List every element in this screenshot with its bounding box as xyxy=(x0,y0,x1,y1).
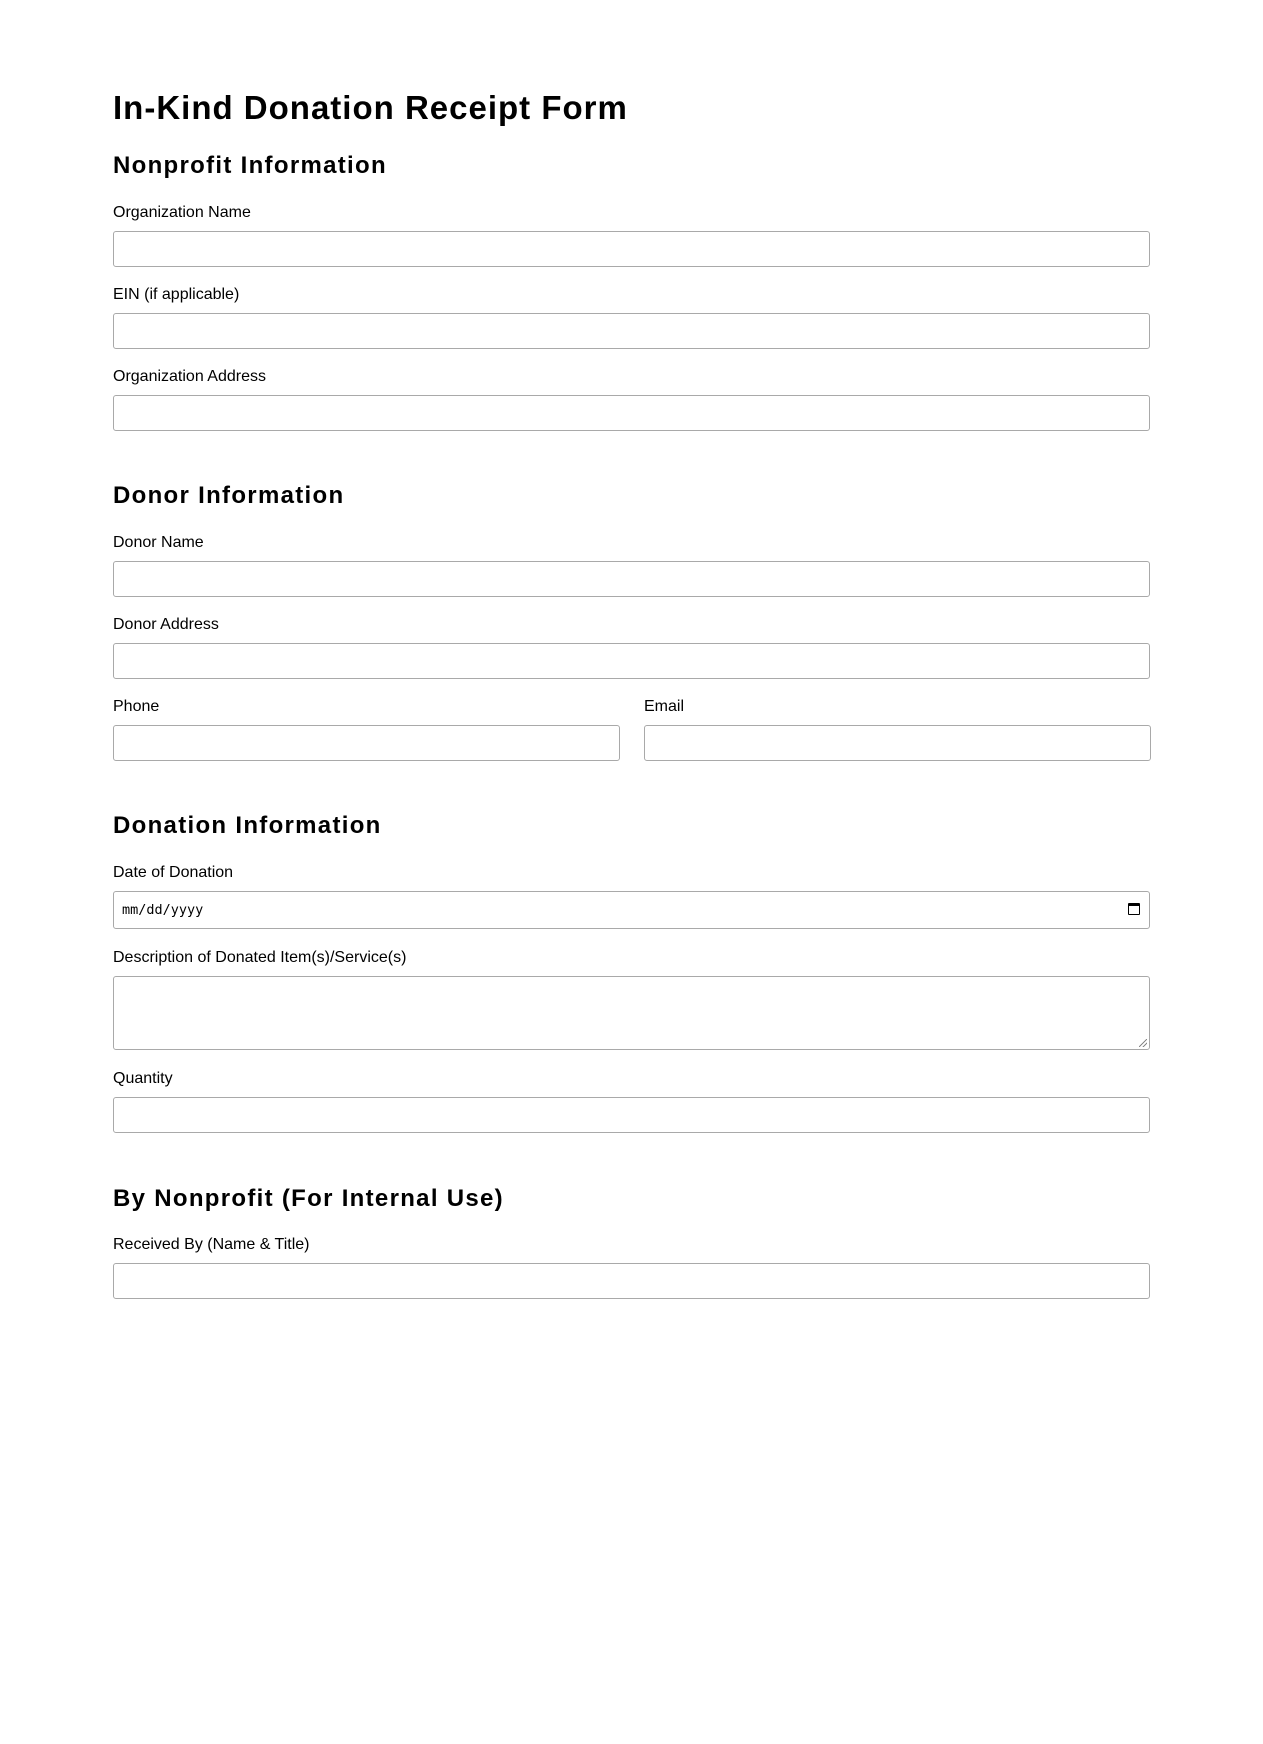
date-placeholder: mm/dd/yyyy xyxy=(122,902,204,918)
org-address-input[interactable] xyxy=(113,395,1150,431)
phone-input[interactable] xyxy=(113,725,620,761)
ein-label: EIN (if applicable) xyxy=(113,286,240,303)
section-heading-nonprofit: Nonprofit Information xyxy=(113,152,387,179)
email-label: Email xyxy=(644,698,685,715)
ein-input[interactable] xyxy=(113,313,1150,349)
date-input[interactable] xyxy=(113,891,1150,929)
resize-handle-icon[interactable] xyxy=(1139,1039,1147,1047)
page-title: In-Kind Donation Receipt Form xyxy=(113,89,628,126)
donor-name-label: Donor Name xyxy=(113,534,204,551)
received-by-input[interactable] xyxy=(113,1263,1150,1299)
quantity-input[interactable] xyxy=(113,1097,1150,1133)
calendar-icon[interactable] xyxy=(1128,903,1140,915)
received-by-label: Received By (Name & Title) xyxy=(113,1236,310,1253)
description-textarea[interactable] xyxy=(113,976,1150,1050)
donor-name-input[interactable] xyxy=(113,561,1150,597)
quantity-label: Quantity xyxy=(113,1070,173,1087)
email-input[interactable] xyxy=(644,725,1151,761)
section-heading-donor: Donor Information xyxy=(113,482,345,509)
donor-address-input[interactable] xyxy=(113,643,1150,679)
org-name-input[interactable] xyxy=(113,231,1150,267)
description-label: Description of Donated Item(s)/Service(s) xyxy=(113,949,407,966)
section-heading-internal: By Nonprofit (For Internal Use) xyxy=(113,1185,504,1212)
phone-label: Phone xyxy=(113,698,160,715)
org-name-label: Organization Name xyxy=(113,204,251,221)
donor-address-label: Donor Address xyxy=(113,616,219,633)
org-address-label: Organization Address xyxy=(113,368,266,385)
date-label: Date of Donation xyxy=(113,864,234,881)
section-heading-donation: Donation Information xyxy=(113,812,382,839)
